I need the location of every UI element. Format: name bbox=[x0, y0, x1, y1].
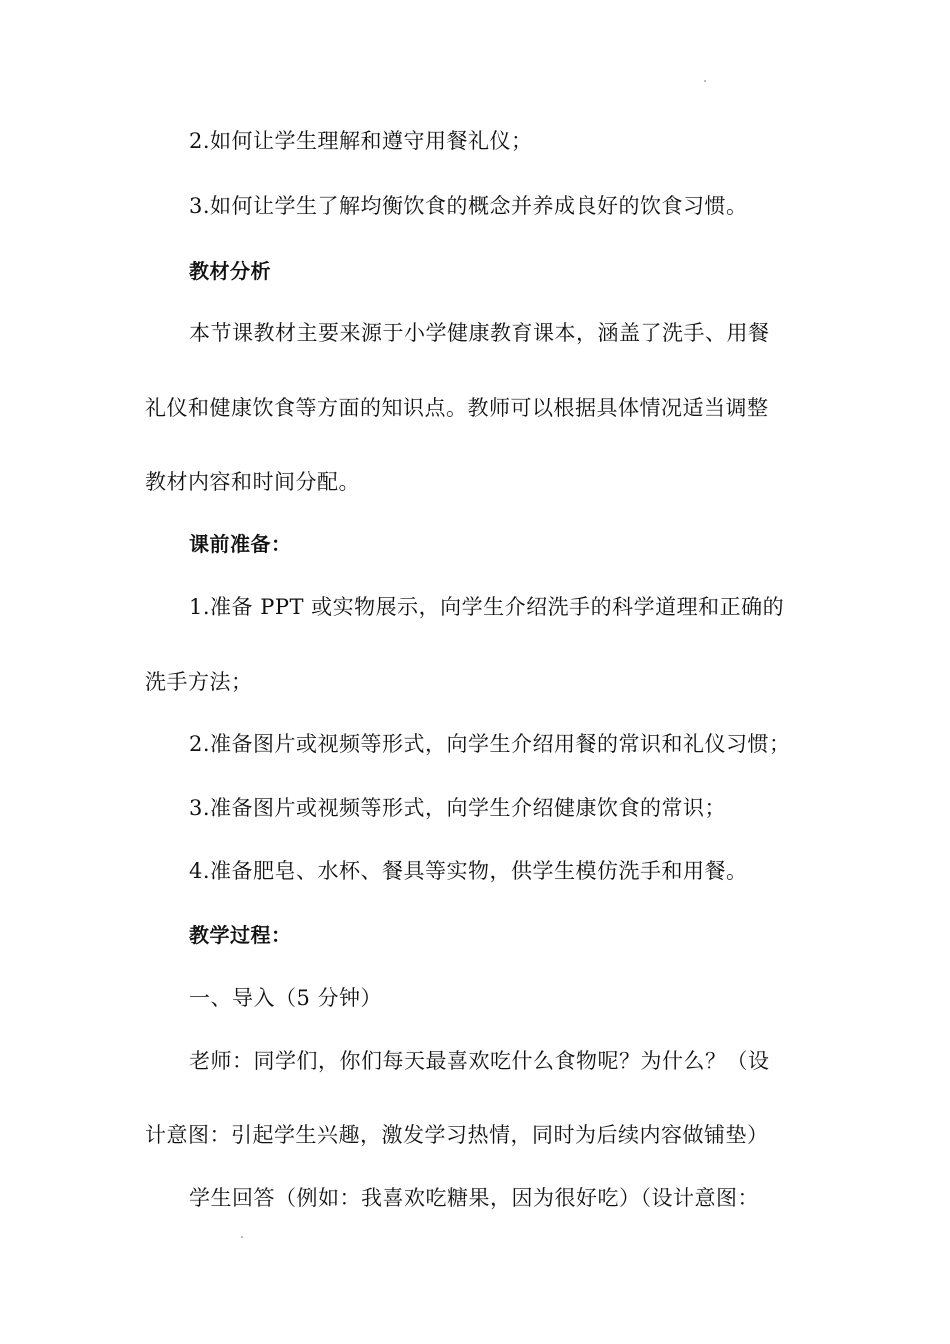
text-line-prep-2: 2.准备图片或视频等形式，向学生介绍用餐的常识和礼仪习惯； bbox=[189, 732, 791, 756]
text-line-material-3: 教材内容和时间分配。 bbox=[145, 470, 360, 494]
text-line-goal-3: 3.如何让学生了解均衡饮食的概念并养成良好的饮食习惯。 bbox=[189, 194, 748, 218]
text-line-material-2: 礼仪和健康饮食等方面的知识点。教师可以根据具体情况适当调整 bbox=[145, 396, 769, 420]
text-line-intro: 一、导入（5 分钟） bbox=[189, 986, 383, 1010]
text-line-goal-2: 2.如何让学生理解和遵守用餐礼仪； bbox=[189, 129, 533, 153]
heading-preparation: 课前准备： bbox=[189, 532, 292, 556]
text-line-prep-1b: 洗手方法； bbox=[145, 670, 253, 694]
text-line-material-1: 本节课教材主要来源于小学健康教育课本，涵盖了洗手、用餐 bbox=[189, 321, 770, 345]
text-line-teacher-1: 老师：同学们，你们每天最喜欢吃什么食物呢？为什么？（设 bbox=[189, 1049, 770, 1073]
text-line-teacher-2: 计意图：引起学生兴趣，激发学习热情，同时为后续内容做铺垫） bbox=[145, 1123, 769, 1147]
heading-teaching-process: 教学过程： bbox=[189, 923, 292, 947]
heading-material-analysis: 教材分析 bbox=[189, 259, 271, 283]
text-line-prep-1a: 1.准备 PPT 或实物展示，向学生介绍洗手的科学道理和正确的 bbox=[189, 595, 785, 619]
scan-speck bbox=[241, 1236, 243, 1238]
text-line-student: 学生回答（例如：我喜欢吃糖果，因为很好吃）（设计意图： bbox=[189, 1186, 759, 1210]
scan-speck bbox=[704, 80, 706, 82]
text-line-prep-3: 3.准备图片或视频等形式，向学生介绍健康饮食的常识； bbox=[189, 796, 727, 820]
text-line-prep-4: 4.准备肥皂、水杯、餐具等实物，供学生模仿洗手和用餐。 bbox=[189, 859, 748, 883]
